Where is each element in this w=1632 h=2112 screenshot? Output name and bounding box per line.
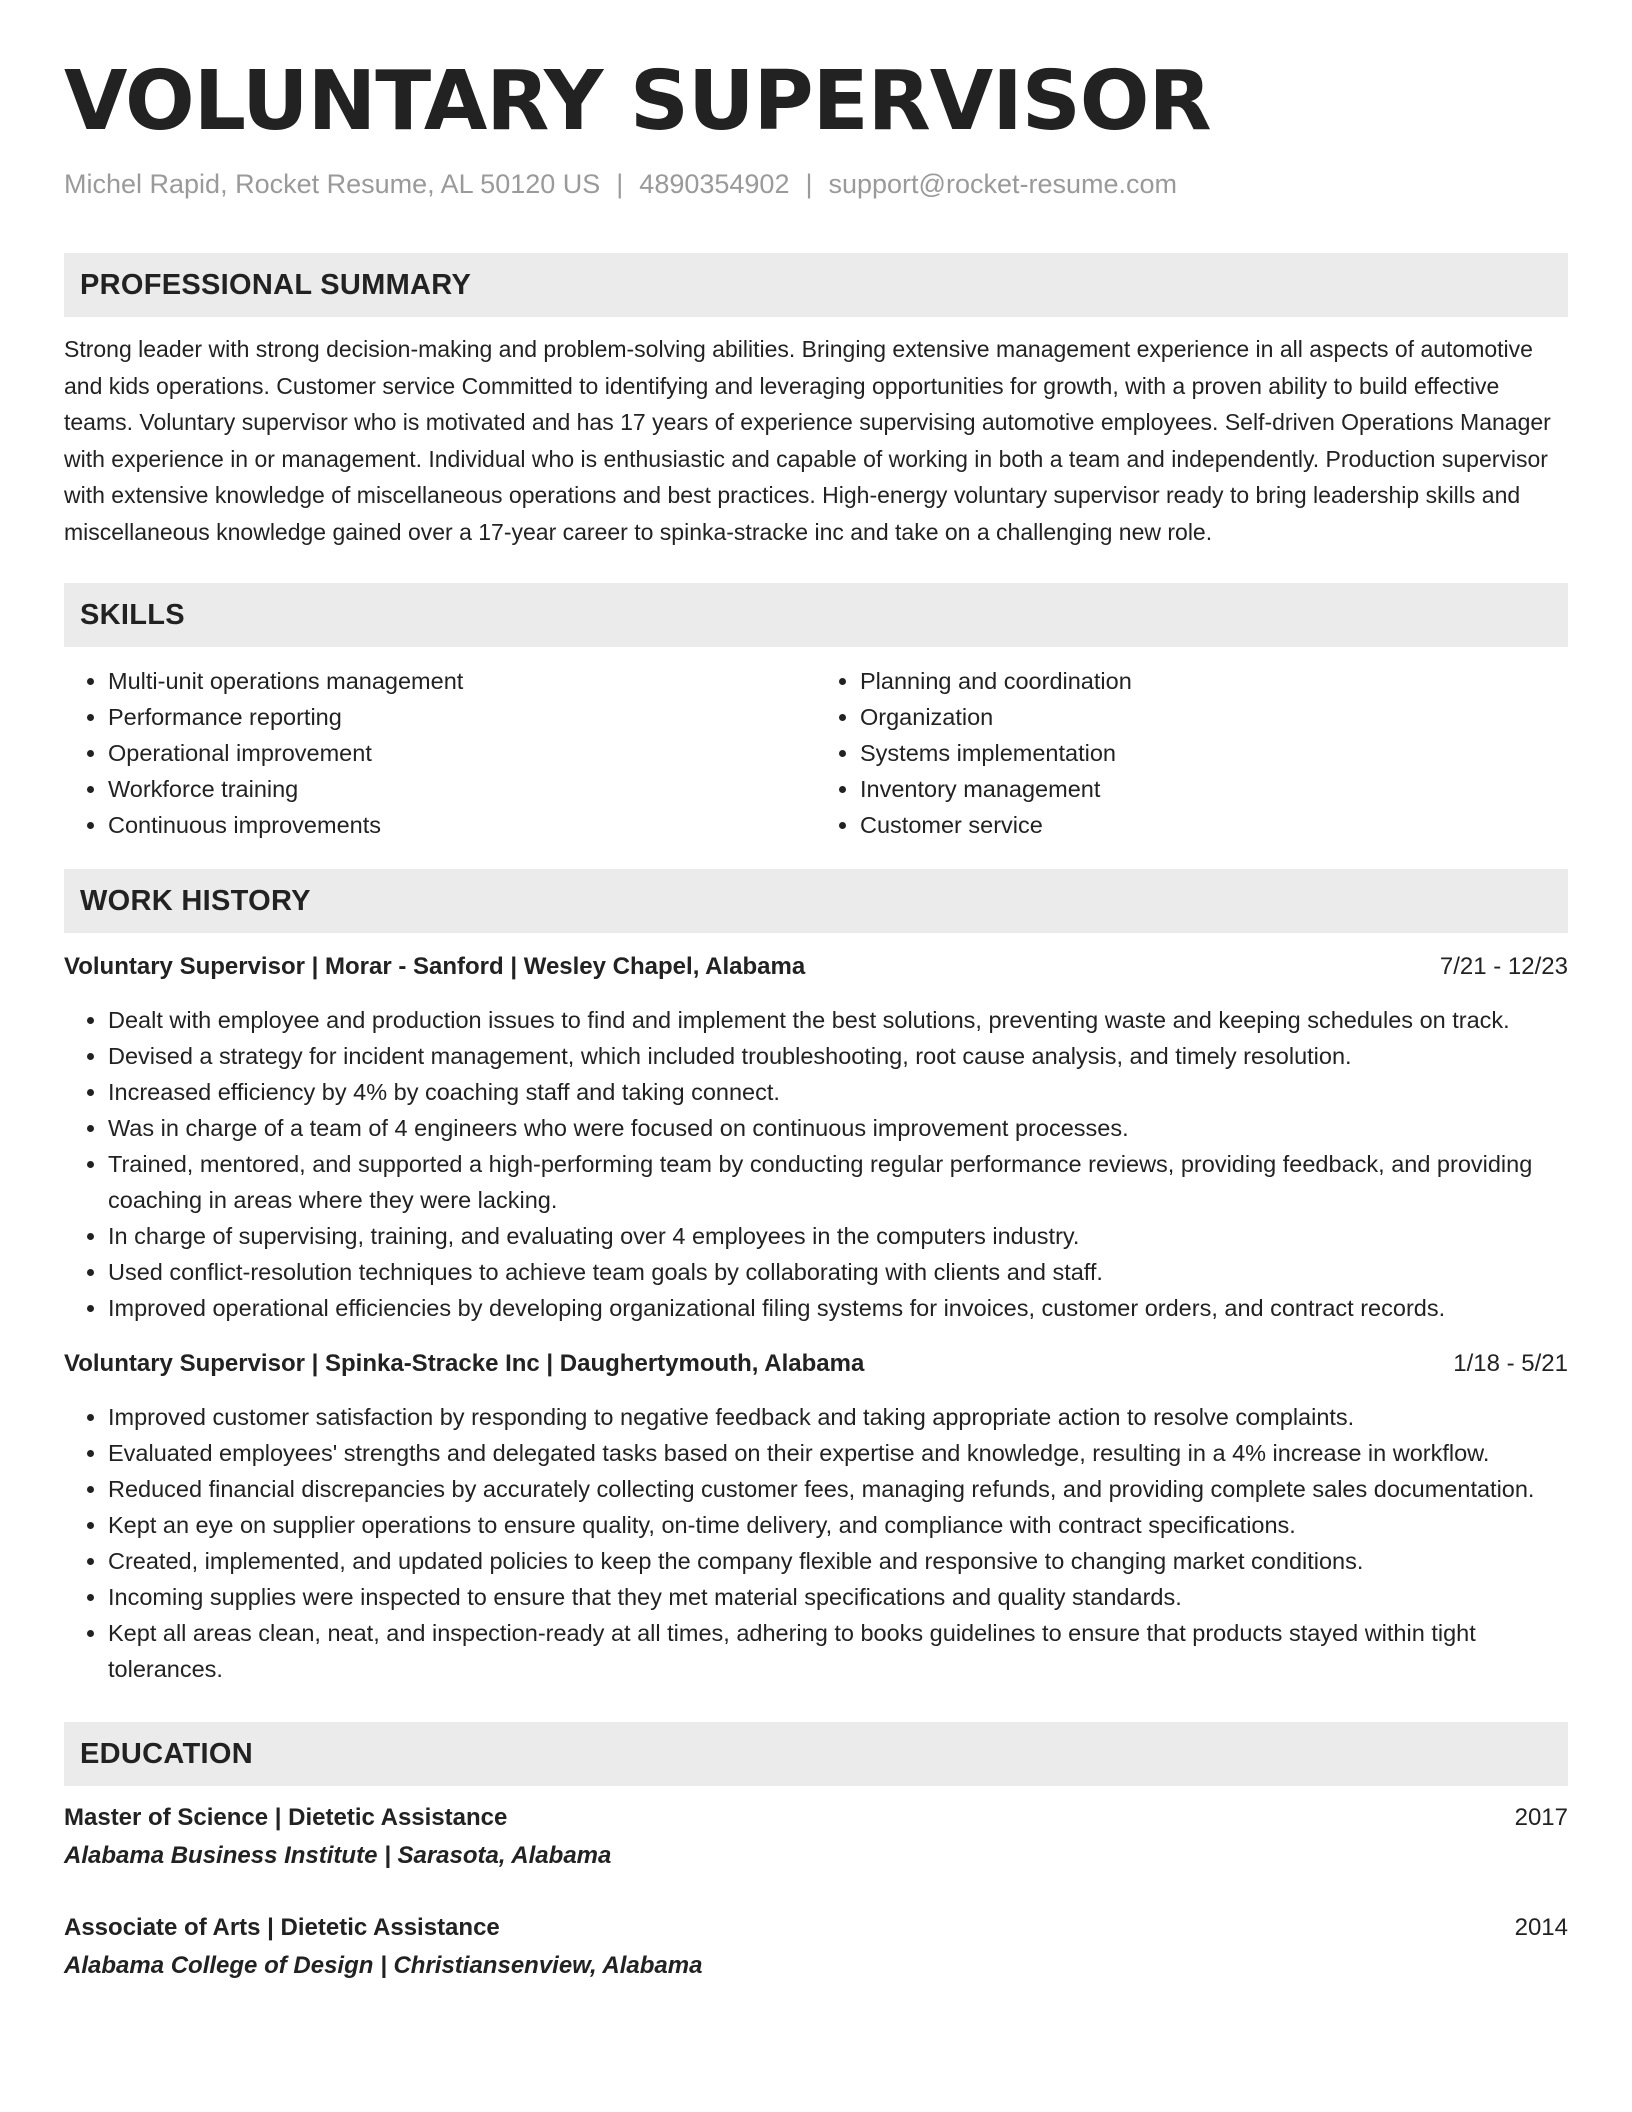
job-bullet: • Kept an eye on supplier operations to ensure quality, on-time delivery, and compliance with contract specifications. [108,1507,1568,1543]
resume-name: VOLUNTARY SUPERVISOR [64,54,1211,149]
job-bullet: • Used conflict-resolution techniques to achieve team goals by collaborating with clients and staff. [108,1254,1568,1290]
job-bullet: • Created, implemented, and updated policies to keep the company flexible and responsive to changing market conditions. [108,1543,1568,1579]
contact-line [64,166,1568,202]
skill-item: • Planning and coordination [860,663,1568,699]
job-dates: 7/21 - 12/23 [1439,953,1568,980]
skill-item: • Systems implementation [860,735,1568,771]
summary-section-header [64,253,1568,317]
job-header [64,1346,1568,1382]
skills-column-right [816,663,1568,843]
education-year: 2017 [1514,1804,1568,1831]
education-header [64,1910,1568,1946]
contact-address: Michel Rapid, Rocket Resume, AL 50120 US [64,169,601,199]
skills-column-left [64,663,816,843]
education-school: Alabama Business Institute | Sarasota, Alabama [64,1842,612,1869]
job-bullet: • Trained, mentored, and supported a high-performing team by conducting regular performance reviews, providing feedback, and providing coaching in areas where they were lacking. [108,1146,1568,1218]
skill-item: • Performance reporting [108,699,816,735]
job-bullet: • Improved customer satisfaction by responding to negative feedback and taking appropriate action to resolve complaints. [108,1399,1568,1435]
job-bullet: • Incoming supplies were inspected to ensure that they met material specifications and quality standards. [108,1579,1568,1615]
job-entry [64,1346,1568,1687]
summary-heading: PROFESSIONAL SUMMARY [80,268,472,301]
job-bullets [64,1399,1568,1687]
skill-item: • Customer service [860,807,1568,843]
job-title: Voluntary Supervisor | Spinka-Stracke Inc | Daughertymouth, Alabama [64,1350,865,1377]
job-entry [64,949,1568,1326]
contact-separator: | [616,169,624,199]
contact-phone: 4890354902 [639,169,790,199]
job-bullet: • Dealt with employee and production issues to find and implement the best solutions, preventing waste and keeping schedules on track. [108,1002,1568,1038]
skills-section-header [64,583,1568,647]
job-bullet: • In charge of supervising, training, and evaluating over 4 employees in the computers industry. [108,1218,1568,1254]
job-bullet: • Improved operational efficiencies by developing organizational filing systems for invoices, customer orders, and contract records. [108,1290,1568,1326]
summary-text: Strong leader with strong decision-making and problem-solving abilities. Bringing extensive management experience in all aspects of automotive and kids operations. Customer service Committed to identifying and leveraging opportunities for growth, with a proven ability to build effective teams. Voluntary supervisor who is motivated and has 17 years of experience supervising automotive employees. Self-driven Operations Manager with experience in or management. Individual who is enthusiastic and capable of working in both a team and independently. Production supervisor with extensive knowledge of miscellaneous operations and best practices. High-energy voluntary supervisor ready to bring leadership skills and miscellaneous knowledge gained over a 17-year career to spinka-stracke inc and take on a challenging new role. [64,336,1551,545]
contact-separator: | [805,169,813,199]
skill-item: • Multi-unit operations management [108,663,816,699]
skill-item: • Workforce training [108,771,816,807]
education-entry [64,1800,1568,1876]
job-bullet: • Devised a strategy for incident management, which included troubleshooting, root cause analysis, and timely resolution. [108,1038,1568,1074]
job-bullet: • Was in charge of a team of 4 engineers who were focused on continuous improvement processes. [108,1110,1568,1146]
contact-email: support@rocket-resume.com [828,169,1178,199]
education-year: 2014 [1514,1914,1568,1941]
job-title: Voluntary Supervisor | Morar - Sanford | Wesley Chapel, Alabama [64,953,806,980]
education-degree: Master of Science | Dietetic Assistance [64,1804,508,1831]
education-entry [64,1910,1568,1986]
skill-item: • Inventory management [860,771,1568,807]
work-section-header [64,869,1568,933]
job-bullet: • Increased efficiency by 4% by coaching staff and taking connect. [108,1074,1568,1110]
education-heading: EDUCATION [80,1737,253,1770]
job-header [64,949,1568,985]
job-dates: 1/18 - 5/21 [1453,1350,1568,1377]
education-school: Alabama College of Design | Christiansenview, Alabama [64,1952,703,1979]
education-header [64,1800,1568,1836]
skills-list [64,663,1568,843]
education-degree: Associate of Arts | Dietetic Assistance [64,1914,500,1941]
job-bullet: • Reduced financial discrepancies by accurately collecting customer fees, managing refunds, and providing complete sales documentation. [108,1471,1568,1507]
skill-item: • Continuous improvements [108,807,816,843]
skill-item: • Organization [860,699,1568,735]
work-heading: WORK HISTORY [80,884,311,917]
job-bullet: • Evaluated employees' strengths and delegated tasks based on their expertise and knowledge, resulting in a 4% increase in workflow. [108,1435,1568,1471]
job-bullet: • Kept all areas clean, neat, and inspection-ready at all times, adhering to books guidelines to ensure that products stayed within tight tolerances. [108,1615,1568,1687]
skills-heading: SKILLS [80,598,185,631]
job-bullets [64,1002,1568,1326]
education-section-header [64,1722,1568,1786]
skill-item: • Operational improvement [108,735,816,771]
